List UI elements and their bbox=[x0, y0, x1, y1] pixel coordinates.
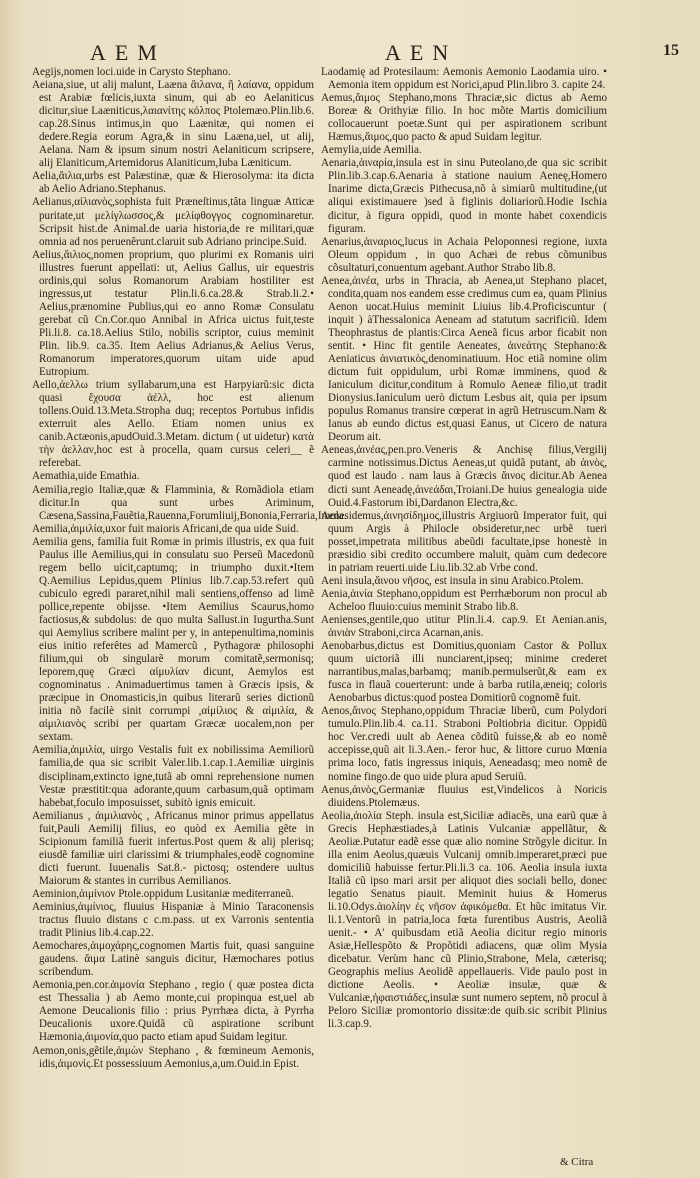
left-column bbox=[32, 66, 347, 1166]
dictionary-entry: Aeneas,ἀινέας,pen.pro.Veneris & Anchisę filius,Vergilij carmine notissimus.Dictus Aeneas,ut quidã putant, ab ἀινὸς, quod est laudo . nam laus à Græcis ἄινος dicitur.Ab Aenea dicti sunt Aeneadę,ἀινεάδαι,Troiani.De huius genealogia uide Ouid.4.Fastorum ibi,Dardanon Electra,&c. bbox=[321, 444, 607, 509]
dictionary-entry: Aeminion,ἀιμίνιον Ptole.oppidum Lusitaniæ mediterraneũ. bbox=[32, 887, 294, 900]
dictionary-entry: Aenus,ἀινὸς,Germaniæ fluuius est,Vindelicos à Noricis diuidens.Ptolemæus. bbox=[321, 783, 607, 809]
dictionary-entry: Aeminius,ἀιμίνιος, fluuius Hispaniæ à Minio Taraconensis tractus fluuio distans c c.m.pass. ut ex Varronis sententia tradit Plinius lib.4.cap.22. bbox=[32, 901, 314, 940]
dictionary-entry: Laodamię ad Protesilaum: Aemonis Aemonio Laodamia uiro. • Aemonia item oppidum est Norici,apud Plin.libro 3. capite 24. bbox=[321, 66, 607, 92]
dictionary-entry: Aemochares,ἀιμοχάρης,cognomen Martis fuit, quasi sanguine gaudens. ἄιμα Latinè sanguis dicitur, Hæmochares potius scribendum. bbox=[32, 940, 314, 979]
dictionary-entry: Aeni insula,ἄινου νῆσος, est insula in sinu Arabico.Ptolem. bbox=[321, 574, 584, 587]
dictionary-entry: Aelia,ἄιλια,urbs est Palæstinæ, quæ & Hierosolyma: ita dicta ab Aelio Adriano.Stephanus. bbox=[32, 170, 314, 196]
dictionary-entry: Aenobarbus,dictus est Domitius,quoniam Castor & Pollux quum uictoriã illi nunciarent,ipseq; minime crederet narrantibus,malas,barbamq; manib.permulserũt,& eam ex fusca in flauã couerterunt: unde à barba rutila,æneiq; coloris Aenobarbus dictus:quod postea Domitiorũ cognomẽ fuit. bbox=[321, 640, 607, 705]
page-number: 15 bbox=[663, 42, 679, 59]
dictionary-entry: Aelianus,αἰλιανὸς,sophista fuit Præneſtinus,tâta linguæ Atticæ puritate,ut μελίγλωσσος,& μελίφθογγος cognominaretur. Scripsit hist.de Animal.de uaria historia,de re militari,quæ omnia ad nos peruenêrunt.claruit sub Adriano principe.Suid. bbox=[32, 196, 314, 248]
dictionary-entry: Aenienses,gentile,quo utitur Plin.li.4. cap.9. Et Aenian.anis, ἀινιὰν Straboni,circa Acarnan,anis. bbox=[321, 613, 607, 640]
dictionary-entry: Aelius,ἄιλιος,nomen proprium, quo plurimi ex Romanis uiri illustres fuerunt appellati: ut, Aelius Gallus, uir equestris ordinis,qui solus Romanorum Arabiam hostiliter est ingressus,ut testatur Plin.li.6.ca.28.& Strab.li.2.• Aelius,prænomine Publius,qui eo anno Romæ Consulatu gerebat cũ Cn.Cor.quo Annibal in Africa uictus fuit,teste Pli.li.8. ca.18.Aelius Stilo, nobilis scriptor, cuius meminit Plin. lib.9. ca.35. Item Aelius Adrianus,& Aelius Verus, Romanorum imperatores,quorum uitam uide apud Eutropium. bbox=[32, 248, 314, 379]
dictionary-entry: Aenarius,ἀιναριος,lucus in Achaia Peloponnesi regione, iuxta Oleum oppidum , in quo Achæi de rebus cõmunibus cõsultaturi,conuentum agebant.Author Strabo lib.8. bbox=[321, 235, 607, 274]
dictionary-entry: Aemathia,uide Emathia. bbox=[32, 470, 140, 483]
catchword: & Citra bbox=[560, 1156, 594, 1168]
dictionary-entry: Aemilianus , ἀιμιλιανὸς , Africanus minor primus appellatus fuit,Pauli Aemilij filius, eo quòd ex Aemilia gẽte in Scipionum familiã fuerit infertus.Post quem & alij plerisq; eiusdẽ familiæ uiri clarissimi & triumphales,eodẽ cognomine dicti fuerunt. Iuuenalis Sat.8.- pictosq; ostendere uultus Maiorum & stantes in curribus Aemilianos. bbox=[32, 809, 314, 887]
dictionary-entry: Aemylia,uide Aemilia. bbox=[321, 144, 422, 157]
dictionary-entry: Aenesidemus,ἀινησίδημος,illustris Argiuorũ Imperator fuit, qui quum Argis à Philocle obsideretur,nec urbẽ tueri posset,impetrata militibus abeũdi facultate,ipse honestè in præsidio sibi credito occumbere maluit, quàm cum dedecore in patriam reuerti.uide Liu.lib.32.ab Vrbe cond. bbox=[321, 509, 607, 574]
left-headword: AEM bbox=[90, 40, 166, 65]
dictionary-entry: Aeolia,ἀιολία Steph. insula est,Siciliæ adiacẽs, una earũ quæ à Grecis Hephæstiades,à Latinis Vulcaniæ appellãtur, & Aeoliæ.Putatur eadẽ esse quæ alio nomine Strõgyle dicitur. In illa enim Aeolus,quæuis Vulcanij omnib.imperaret,præci pue domiciliũ habuisse fertur.Pli.li.3 ca. 106. Aeolia insula iuxta Italiã cũ ipso mari arsit per aliquot dies sociali bello, donec legatio Senatus piauit. Meminit huius & Homerus li.10.Odys.ἀιολίην ἐς νῆσον ἀφικόμεθα. Et hũc imitatus Vir. li.1.Ventorũ in patria,loca fœta furentibus Austris, Aeoliã uenit.- • A' quibusdam etiã Aeolia dicitur regio minoris Asiæ,Hellespõto & Propõtidi adiacens, quæ olim Mysia dicebatur. Verùm hanc cũ Plinio,Strabone, Mela, cæterisq; Geographis melius Aeolidẽ appellaueris. Vide paulo post in dictione Aeolis. • Aeoliæ insulæ, quæ & Vulcaniæ,ἡφαιστιάδες,insulæ sunt numero septem, nõ procul à Peloro Siciliæ promontorio dissitæ:de quib.sic scribit Plinius li.3.cap.9. bbox=[321, 809, 607, 1031]
dictionary-entry: Aemilia,regio Italiæ,quæ & Flamminia, & Romãdiola etiam dicitur.In qua sunt urbes Ariminum, Cæsena,Sassina,Fauẽtia,Rauenna,Forumliuij,Bononia,Ferraria,Imola. bbox=[32, 483, 347, 522]
dictionary-entry: Aeiana,siue, ut alij malunt, Laæna ἄιλανα, ἢ λαίανα, oppidum est Arabiæ fœlicis,iuxta sinum, qui ab eo Aelaniticus dicitur,siue Laæniticus,λαιανίτης κόλπος Ptolemæo.Plin.lib.6. cap.28.Sinus intimus,in quo Laænitæ, qui nomen ei dedere.Regia eorum Agra,& in sinu Laæna,uel, ut alij, Aelana. Nam & ipsum sinum nostri Aelaniticum scripsere, alij Elaniticum,Artemidorus Alaniticum,Iuba Læniticum. bbox=[32, 79, 314, 170]
dictionary-entry: Aemonia,pen.cor.ἀιμονία Stephano , regio ( quæ postea dicta est Thessalia ) ab Aemo monte,cui propinqua est,uel ab Aemone Deucalionis filio : prius Pyrrhæa dicta, à Pyrrha Deucalionis uxore.Quidã cũ aspiratione scribunt Hæmonia,ἀιμονία,quo pacto etiam apud Suidam legitur. bbox=[32, 979, 314, 1044]
dictionary-entry: Aegijs,nomen loci.uide in Carysto Stephano. bbox=[32, 66, 231, 78]
right-column bbox=[321, 66, 607, 1166]
dictionary-entry: Aemon,onis,gẽtile,ἀιμὼν Stephano , & fœmineum Aemonis, idis,ἀιμονὶς.Et possessiuum Aemonius,a,um.Ouid.in Epist. bbox=[32, 1044, 314, 1070]
dictionary-entry: Aemilia,ἀιμιλία, uirgo Vestalis fuit ex nobilissima Aemiliorũ familia,de qua sic scribit Valer.lib.1.cap.1.Aemiliæ uirginis disciplinam,extincto igne,tutã ab omni reprehensione numen Vestæ præstitit:qua adorante,quum carbasum,quã optimam habebat,foculo imposuisset, subitò ignis emicuit. bbox=[32, 744, 314, 809]
dictionary-entry: Aenia,ἀινία Stephano,oppidum est Perrhæborum non procul ab Acheloo fluuio:cuius meminit Strabo lib.8. bbox=[321, 587, 607, 613]
dictionary-entry: Aello,ἀελλω trium syllabarum,una est Harpyiarũ:sic dicta quasi ἔχουσα ἀέλλ, hoc est alienum tollens.Ouid.13.Meta.Stropha duq; receptos Portubus infidis exterruit ales Aello. Etiam nomen unius ex canib.Actæonis,apudOuid.3.Metam. dictum ( ut uidetur) κατὰ τὴν ἀελλαν,hoc est à procella, quam cursus celeri__ ẽ referebat. bbox=[32, 379, 314, 470]
right-headword: AEN bbox=[385, 40, 458, 65]
dictionary-entry: Aenaria,ἀιναρία,insula est in sinu Puteolano,de qua sic scribit Plin.lib.3.cap.6.Aenaria à statione nauium Aeneę,Homero Inarime dicta,Græcis Pithecusa,nõ à simiarũ multitudine,(ut aliqui existimauere )sed à figlinis doliariorũ.Hodie Ischia dicitur, à figura oppidi, quod in monte habet coxendicis figuram. bbox=[321, 157, 607, 235]
dictionary-entry: Aemus,ἄιμος Stephano,mons Thraciæ,sic dictus ab Aemo Boreæ & Orithyiæ filio. In hoc mõte Martis domicilium collocauerunt poetæ.Sunt qui per aspirationem scribunt Hæmus,ἄιμος,quo pacto & apud Suidam legitur. bbox=[321, 92, 607, 144]
dictionary-entry: Aemilia gens, familia fuit Romæ in primis illustris, ex qua fuit Paulus ille Aemilius,qui in consulatu suo Perseũ Macedonũ regem bello uicit,captumq; in triumpho duxit.•Item Q.Aemilius Lepidus,quem Plinius lib.7.cap.53.refert quũ cubiculo egredi pararet,nihil mali sentiens,offenso ad limẽ pollice,repente obijsse. •Item Aemilius Scaurus,homo factiosus,& subdolus: de quo multa Sallust.in Iugurtha.Sunt qui Aemylius scribere malint per y, in antepenultima,nominis eius initio referêtes ad Mamercũ , Pythagoræ philosophi filium,qui ob singularẽ morum comitatẽ,sermonisq; leporem,quę Græci αἱμυλίαν dicunt, Aemylos est cognominatus . Animaduertimus tamen à Græcis ipsis, & præcipue in Onomasticis,in quibus literarũ series dictionũ initia nõ facilè sinit corrumpi ,αἰμίλιος & αἰμιλία, & αἰμιλιανὸς scribi per quartam Græcæ uocalem,non per sextam. bbox=[32, 535, 314, 744]
dictionary-entry: Aenos,ἄινος Stephano,oppidum Thraciæ liberũ, cum Polydori tumulo.Plin.lib.4. ca.11. Straboni Poltiobria dicitur. Oppidũ hoc Ver.credi uult ab Aenea cõditũ fuisse,& ab eo nomẽ accepisse,quũ ait li.3.Aen.- feror huc, & littore curuo Mœnia prima loco, fatis ingressus iniquis, Aeneadasq; meo nomẽ de nomine fingo.de quo uide plura apud Seruiũ. bbox=[321, 705, 607, 783]
dictionary-entry: Aemilia,ἀιμιλία,uxor fuit maioris Africani,de qua uide Suid. bbox=[32, 522, 299, 535]
dictionary-entry: Aenea,ἀινέα, urbs in Thracia, ab Aenea,ut Stephano placet, condita,quam nos eandem esse credimus cum ea, quam Plinius Aenon uocat.Huius meminit Liuius lib.4.Proficiscuntur ( inquit ) àThessalonica Aeneam ad statutum sacrificiũ. Idem Theophrastus de plantis:Circa Aeneã ficus arbor ficabit non sentit. • Hinc fit gentile Aeneates, ἀινεάτης Stephano:& Aeniaticus ἀινιατικὸς,denominatiuum. Hoc etiã nomine olim dictum fuit oppidulum, urbi Romæ imminens, quod & Ianiculum dicitur,conditum à Romulo Aeneæ filio,ut tradit Dionysius.Ianiculum uerò dictum Lesbus ait, quia per ipsum populus Romanus transire cœperat in agrũ Hetruscum.Nam & Ianus ab eundo dictus est,quasi Eanus, ut Cicero de natura Deorum ait. bbox=[321, 274, 607, 444]
